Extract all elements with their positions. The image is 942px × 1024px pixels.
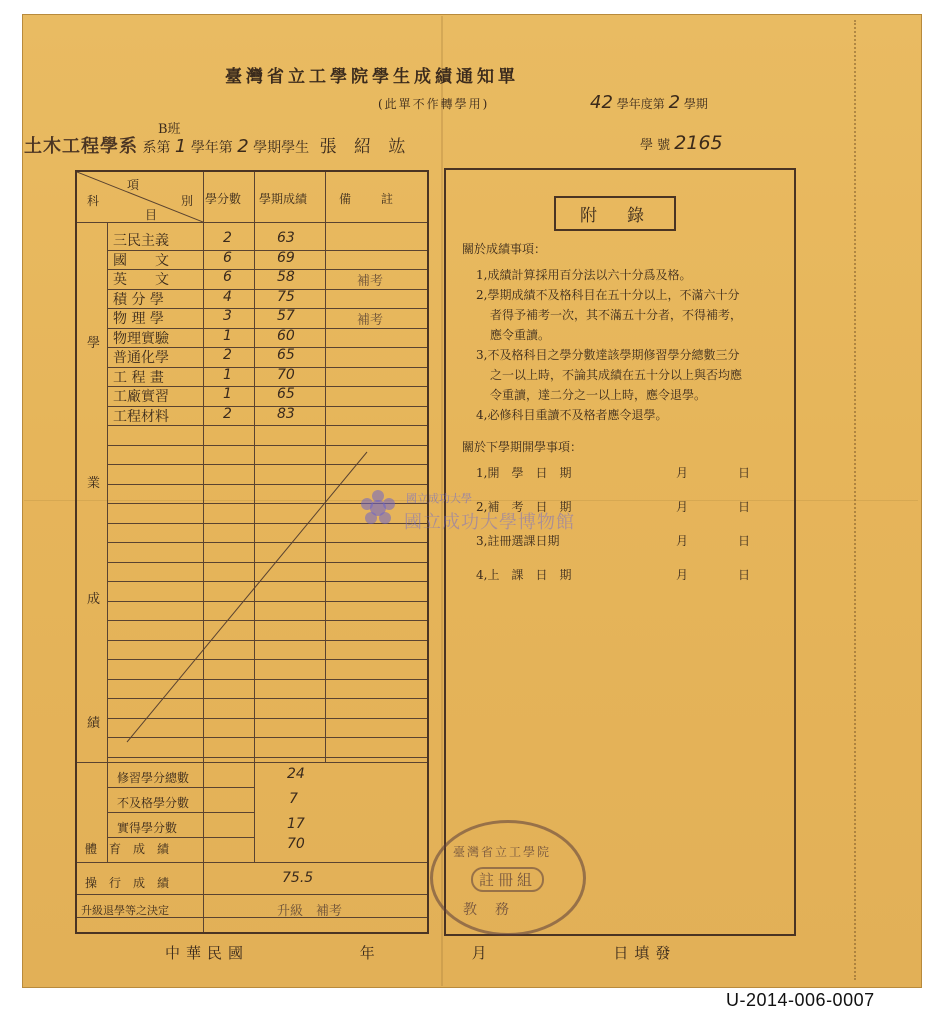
grade-table — [75, 170, 429, 934]
appendix-rule-line: 之一以上時，不論其成績在五十分以上與否均應 — [490, 368, 743, 382]
summary-value-total: 24 — [287, 766, 305, 782]
school-year-handwritten: 42 — [590, 92, 613, 113]
schedule-day: 日 — [738, 500, 751, 514]
footer-day: 日填發 — [613, 944, 677, 962]
subject-score: 60 — [277, 327, 295, 344]
subject-name: 英 文 — [113, 272, 169, 288]
term-label: 學期 — [683, 97, 708, 111]
appendix-rule-line: 2,學期成績不及格科目在五十分以上，不滿六十分 — [476, 288, 740, 302]
appendix-title: 附錄 — [554, 196, 676, 231]
watermark-line2: 國立成功大學博物館 — [404, 512, 575, 533]
summary-label-total: 修習學分總數 — [117, 771, 190, 785]
appendix-rule-line: 令重讀，達二分之一以上時，應令退學。 — [490, 388, 707, 402]
bottom-col-divider — [203, 862, 204, 932]
subject-credits: 2 — [223, 405, 232, 422]
department-stamp: 土木工程學系 — [24, 136, 138, 157]
subject-credits: 6 — [223, 249, 232, 266]
schedule-day: 日 — [738, 534, 751, 548]
appendix-rule-line: 1,成績計算採用百分法以六十分爲及格。 — [476, 268, 692, 282]
subject-credits: 4 — [223, 288, 232, 305]
subject-name: 三民主義 — [113, 233, 169, 249]
decision-value: 升級 補考 — [277, 904, 343, 919]
header-divider — [77, 222, 427, 223]
pe-divider — [77, 862, 427, 863]
summary-row-line-1 — [107, 787, 254, 788]
issue-date-line — [165, 942, 676, 963]
schedule-month: 月 — [676, 568, 689, 582]
watermark-line1: 國立成功大學 — [406, 492, 472, 505]
document-subtitle: (此單不作轉學用) — [378, 97, 490, 111]
schedule-month: 月 — [676, 500, 689, 514]
side-label-3: 成 — [87, 592, 101, 607]
subject-credits: 1 — [223, 327, 232, 344]
seal-text-top: 臺灣省立工學院 — [453, 845, 552, 859]
header-score: 學期成績 — [259, 192, 308, 206]
appendix-section2-title: 關於下學期開學事項： — [462, 440, 583, 454]
subject-score: 70 — [277, 366, 295, 383]
subject-credits: 2 — [223, 347, 232, 363]
schedule-label: 4,上 課 日 期 — [476, 568, 572, 582]
term-line — [590, 92, 708, 113]
registrar-seal — [430, 820, 586, 936]
subject-credits: 6 — [223, 269, 232, 285]
subject-name: 工 程 畫 — [113, 369, 164, 386]
subject-name: 物 理 學 — [113, 311, 164, 327]
subject-remark: 補考 — [357, 313, 384, 328]
student-name: 張 紹 竑 — [319, 137, 412, 157]
summary-row-line-3 — [107, 837, 254, 838]
subject-credits: 3 — [223, 308, 232, 324]
summary-value-earned: 17 — [287, 816, 305, 832]
pe-value: 70 — [287, 836, 305, 852]
subject-score: 65 — [277, 386, 295, 402]
subject-score: 57 — [277, 308, 295, 324]
subject-name: 普通化學 — [113, 350, 169, 366]
subject-credits: 1 — [223, 386, 232, 402]
subject-remark: 補考 — [357, 274, 384, 289]
subject-credits: 1 — [223, 366, 232, 383]
header-subject: 科 — [87, 194, 102, 208]
dept-label: 系第 — [142, 140, 171, 156]
side-label-4: 績 — [87, 716, 101, 731]
appendix-rule-line: 應令重讀。 — [490, 328, 551, 342]
student-number — [640, 132, 723, 154]
seal-text-middle: 註冊組 — [471, 867, 544, 892]
conduct-value: 75.5 — [282, 870, 314, 886]
side-label-2: 業 — [87, 476, 101, 491]
subject-score: 83 — [277, 405, 295, 422]
header-bie: 別 — [181, 194, 196, 208]
year-handwritten: 1 — [174, 136, 187, 157]
appendix-rule-line: 3,不及格科目之學分數達該學期修習學分總數三分 — [476, 348, 740, 362]
class-mark: B班 — [158, 122, 181, 137]
student-number-label: 學 號 — [640, 138, 671, 153]
subject-name: 國 文 — [113, 252, 169, 269]
student-number-handwritten: 2165 — [674, 132, 723, 154]
term-handwritten: 2 — [668, 92, 681, 113]
year-label: 學年第 — [190, 140, 233, 156]
seal-text-bottom: 教務 — [463, 902, 527, 918]
footer-prefix: 中華民國 — [165, 944, 250, 962]
subject-score: 75 — [277, 288, 295, 305]
pe-label: 體 育 成 績 — [85, 842, 170, 856]
subject-name: 工程材料 — [113, 408, 169, 425]
school-year-label: 學年度第 — [616, 97, 665, 111]
appendix-rule-line: 4,必修科目重讀不及格者應令退學。 — [476, 408, 668, 422]
museum-logo-icon — [358, 488, 398, 528]
conduct-label: 操 行 成 績 — [85, 876, 170, 890]
summary-value-failed: 7 — [289, 791, 298, 807]
subject-score: 65 — [277, 347, 295, 363]
conduct-divider — [77, 894, 427, 895]
header-item: 項 — [127, 178, 142, 192]
subject-score: 58 — [277, 269, 295, 285]
perforation-line — [854, 20, 856, 980]
side-label-1: 學 — [87, 336, 101, 351]
student-info-line — [24, 132, 411, 158]
header-remarks: 備 註 — [339, 192, 396, 206]
summary-divider — [77, 762, 427, 763]
catalog-number: U-2014-006-0007 — [726, 990, 875, 1010]
subject-name: 工廠實習 — [113, 389, 169, 405]
schedule-month: 月 — [676, 534, 689, 548]
summary-label-earned: 實得學分數 — [117, 821, 178, 835]
subject-name: 積 分 學 — [113, 291, 164, 308]
appendix-rule-line: 者得予補考一次，其不滿五十分者，不得補考， — [490, 308, 743, 322]
schedule-day: 日 — [738, 466, 751, 480]
decision-label: 升級退學等之決定 — [81, 904, 169, 917]
schedule-label: 1,開 學 日 期 — [476, 466, 572, 480]
schedule-month: 月 — [676, 466, 689, 480]
schedule-label: 3,註冊選課日期 — [476, 534, 560, 548]
schedule-day: 日 — [738, 568, 751, 582]
subject-credits: 2 — [223, 230, 232, 246]
student-term-handwritten: 2 — [237, 136, 249, 157]
appendix-section1-title: 關於成績事項： — [462, 242, 547, 256]
subject-score: 63 — [277, 230, 295, 246]
footer-month: 月 — [471, 944, 493, 962]
document-title: 臺灣省立工學院學生成績通知單 — [225, 67, 519, 87]
header-mu: 目 — [145, 208, 160, 222]
summary-row-line-2 — [107, 812, 254, 813]
subject-name: 物理實驗 — [113, 330, 169, 347]
schedule-label: 2,補 考 日 期 — [476, 500, 572, 514]
subject-score: 69 — [277, 249, 295, 266]
footer-year: 年 — [359, 944, 381, 962]
summary-label-failed: 不及格學分數 — [117, 796, 190, 810]
header-credits: 學分數 — [205, 192, 242, 206]
student-term-label: 學期學生 — [253, 140, 310, 156]
